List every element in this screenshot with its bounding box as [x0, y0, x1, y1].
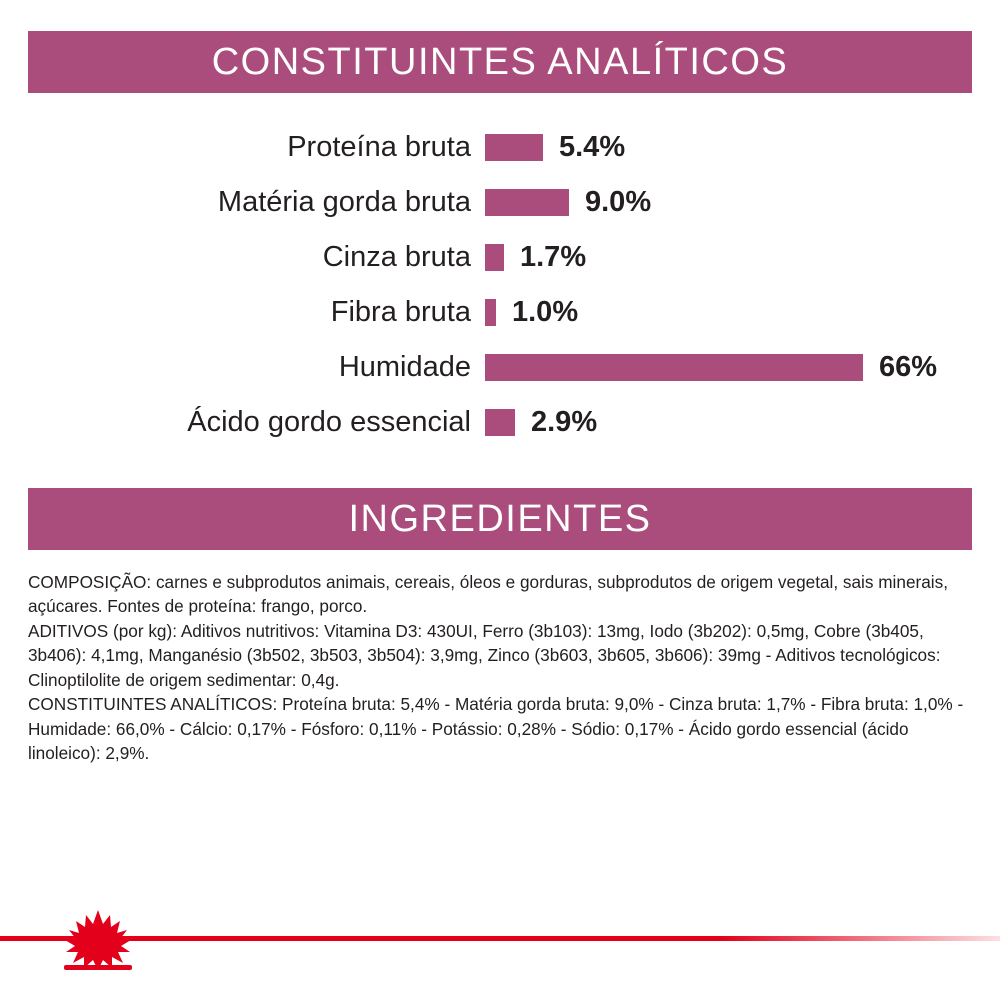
chart-label: Humidade	[338, 351, 471, 383]
chart-label: Ácido gordo essencial	[187, 406, 471, 438]
chart-value: 5.4%	[559, 131, 626, 163]
chart-row	[28, 230, 972, 285]
chart-bar	[485, 244, 504, 271]
chart-bar	[485, 134, 543, 161]
chart-row	[28, 395, 972, 450]
footer-divider	[0, 936, 1000, 941]
chart-label: Matéria gorda bruta	[217, 186, 471, 218]
chart-value: 1.7%	[520, 241, 587, 273]
chart-bar-wrap	[485, 175, 972, 230]
chart-bar	[485, 299, 496, 326]
ingredients-paragraph-additives: ADITIVOS (por kg): Aditivos nutritivos: Vitamina D3: 430UI, Ferro (3b103): 13mg, Iodo (3b202): 0,5mg, Cobre (3b405, 3b406): 4,1mg, Manganésio (3b502, 3b503, 3b504): 3,9mg, Zinco (3b603, 3b605, 3b606): 39mg - Aditivos tecnológicos: Clinoptilolite de origem sedimentar: 0,4g.	[28, 620, 941, 690]
ingredients-paragraph-analytical: CONSTITUINTES ANALÍTICOS: Proteína bruta: 5,4% - Matéria gorda bruta: 9,0% - Cinza bruta: 1,7% - Fibra bruta: 1,0% - Humidade: 66,0% - Cálcio: 0,17% - Fósforo: 0,11% - Potássio: 0,28% - Sódio: 0,17% - Ácido gordo essencial (ácido linoleico): 2,9%.	[28, 694, 964, 763]
chart-value: 2.9%	[531, 406, 598, 438]
chart-row	[28, 340, 972, 395]
chart-label: Fibra bruta	[330, 296, 471, 328]
chart-bar	[485, 409, 515, 436]
analytical-constituents-title: CONSTITUINTES ANALÍTICOS	[211, 41, 789, 83]
chart-bar-wrap	[485, 230, 972, 285]
chart-bar-wrap	[485, 395, 972, 450]
chart-value: 66%	[879, 351, 938, 383]
royal-canin-logo	[56, 908, 140, 972]
chart-row	[28, 120, 972, 175]
analytical-constituents-header	[28, 31, 972, 93]
chart-bar	[485, 354, 863, 381]
ingredients-paragraph-composition: COMPOSIÇÃO: carnes e subprodutos animais, cereais, óleos e gorduras, subprodutos de origem vegetal, sais minerais, açúcares. Fontes de proteína: frango, porco.	[28, 572, 948, 617]
chart-value: 9.0%	[585, 186, 652, 218]
chart-label: Cinza bruta	[322, 241, 471, 273]
chart-bar-wrap	[485, 340, 972, 395]
analytical-constituents-chart	[28, 120, 972, 450]
chart-label: Proteína bruta	[287, 131, 471, 163]
chart-bar-wrap	[485, 285, 972, 340]
chart-value: 1.0%	[512, 296, 579, 328]
ingredients-title: INGREDIENTES	[348, 498, 652, 540]
chart-row	[28, 285, 972, 340]
chart-bar-wrap	[485, 120, 972, 175]
chart-row	[28, 175, 972, 230]
ingredients-header	[28, 488, 972, 550]
chart-bar	[485, 189, 569, 216]
ingredients-text	[28, 570, 978, 765]
